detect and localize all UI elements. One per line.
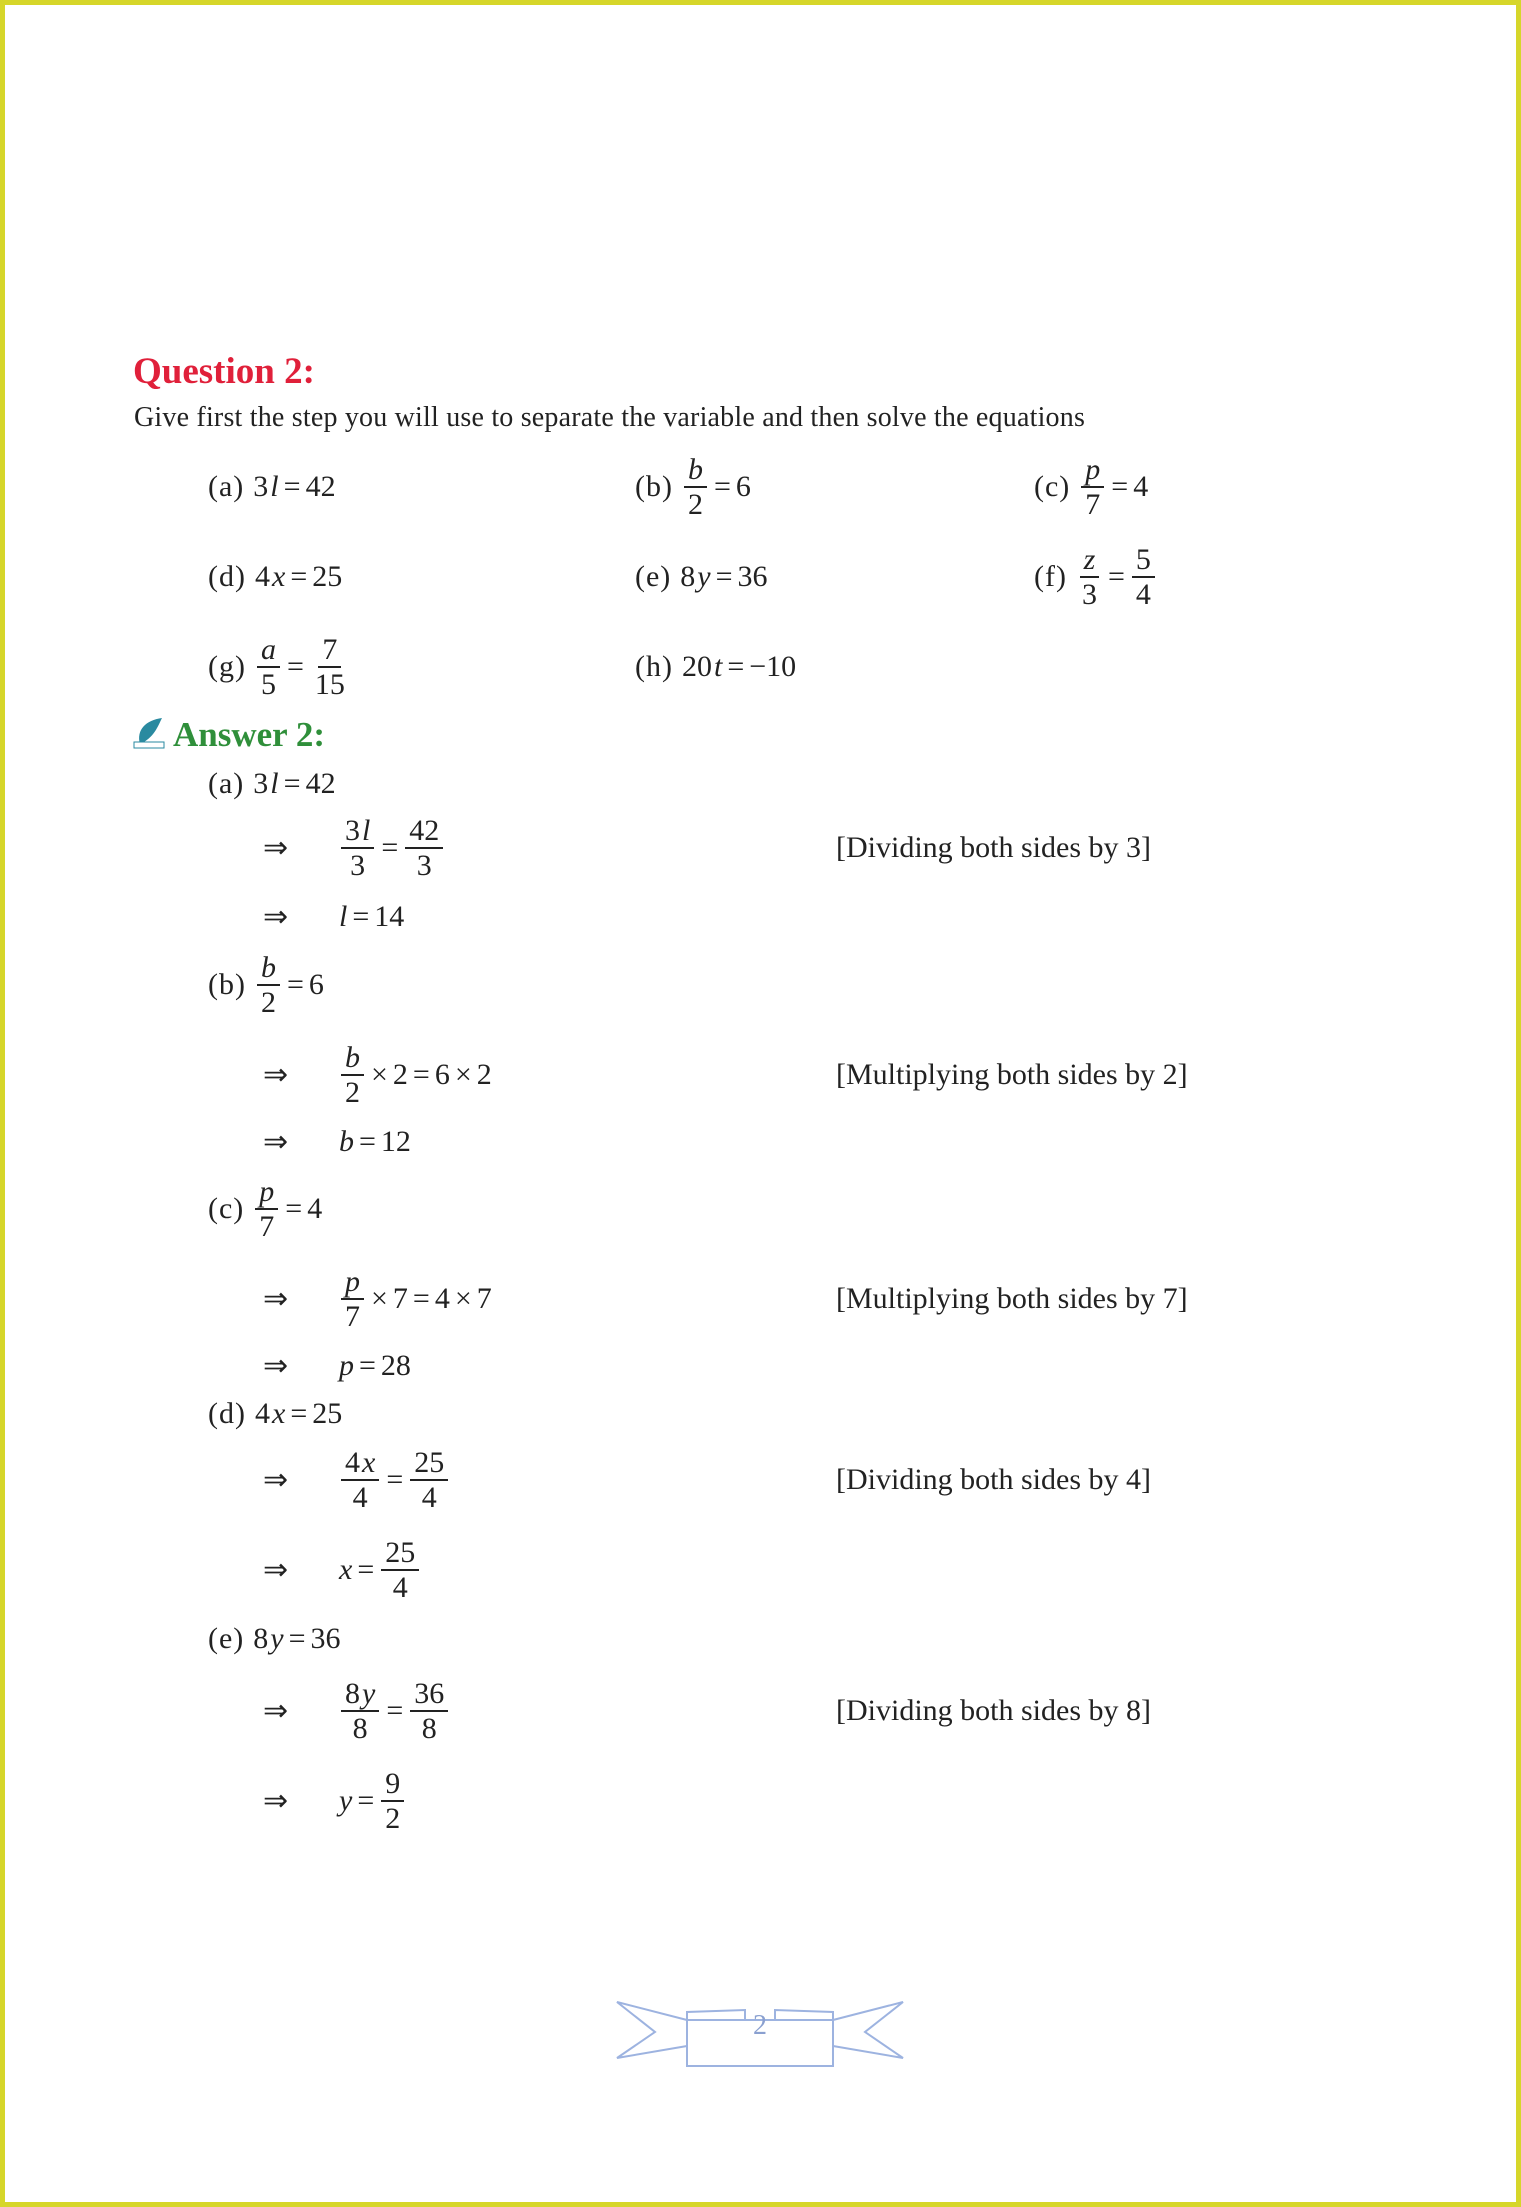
- answer-step: [338, 1349, 412, 1383]
- step-reason: [Dividing both sides by 3]: [836, 831, 1151, 864]
- answer-step: [338, 814, 446, 882]
- number: 42: [409, 814, 440, 847]
- answer-step: [338, 1677, 451, 1745]
- question-item: [208, 633, 352, 701]
- operator: =: [283, 470, 301, 503]
- number: 36: [414, 1677, 445, 1710]
- operator: =: [286, 650, 304, 683]
- number: 8: [253, 1622, 269, 1655]
- number: 4: [254, 1397, 270, 1430]
- numerator: [405, 814, 443, 849]
- variable: z: [1083, 543, 1096, 576]
- number: 25: [385, 1536, 416, 1569]
- answer-step: [338, 1767, 407, 1835]
- implies-arrow-icon: ⇒: [263, 1553, 289, 1587]
- denominator: [349, 1712, 372, 1745]
- number: 3: [350, 849, 366, 882]
- denominator: [381, 1802, 404, 1835]
- answer-step: [208, 1175, 323, 1243]
- operator: ×: [454, 1058, 472, 1091]
- item-label: (a): [208, 767, 245, 800]
- denominator: [1081, 488, 1104, 521]
- operator: =: [386, 1694, 404, 1727]
- answer-step: [208, 1622, 342, 1656]
- implies-arrow-icon: ⇒: [263, 1463, 289, 1497]
- operator: =: [286, 968, 304, 1001]
- number: 25: [414, 1446, 445, 1479]
- implies-arrow-icon: ⇒: [263, 831, 289, 865]
- numerator: [341, 1265, 364, 1300]
- fraction: [257, 951, 280, 1019]
- operator: =: [285, 1192, 303, 1225]
- numerator: [341, 1677, 379, 1712]
- numerator: [1080, 543, 1100, 578]
- numerator: [257, 951, 280, 986]
- variable: x: [271, 1397, 286, 1430]
- question-item: [635, 453, 752, 521]
- denominator: [311, 668, 349, 701]
- item-label: (d): [208, 560, 246, 593]
- numerator: [410, 1677, 448, 1712]
- numerator: [684, 453, 707, 488]
- operator: =: [1107, 560, 1125, 593]
- implies-arrow-icon: ⇒: [263, 1784, 289, 1818]
- question-item: [635, 650, 797, 684]
- operator: =: [283, 767, 301, 800]
- denominator: [418, 1481, 441, 1514]
- number: 4: [1135, 578, 1151, 611]
- operator: =: [357, 1553, 375, 1586]
- fraction: [410, 1446, 448, 1514]
- number: 3: [416, 849, 432, 882]
- fraction: [1132, 543, 1155, 611]
- numerator: [341, 1041, 364, 1076]
- operator: =: [713, 470, 731, 503]
- numerator: [318, 633, 341, 668]
- fraction: [341, 1041, 364, 1109]
- number: 7: [259, 1210, 275, 1243]
- fraction: [341, 1446, 379, 1514]
- variable: b: [260, 951, 276, 984]
- operator: =: [412, 1282, 430, 1315]
- number: 6: [434, 1058, 450, 1091]
- item-label: (b): [635, 470, 673, 503]
- answer-step: [338, 900, 405, 934]
- number: 2: [476, 1058, 492, 1091]
- variable: l: [270, 767, 279, 800]
- operator: =: [357, 1784, 375, 1817]
- operator: ×: [371, 1058, 388, 1091]
- number: 4: [352, 1481, 368, 1514]
- step-reason: [Dividing both sides by 4]: [836, 1463, 1151, 1496]
- operator: ×: [371, 1282, 388, 1315]
- number: 8: [352, 1712, 368, 1745]
- number: 4: [1133, 470, 1149, 503]
- operator: =: [352, 900, 370, 933]
- number: 14: [374, 900, 405, 933]
- variable: b: [687, 453, 703, 486]
- number: 7: [392, 1282, 408, 1315]
- logo-leaf-icon: [132, 716, 168, 750]
- fraction: [311, 633, 349, 701]
- fraction: [381, 1767, 404, 1835]
- numerator: [410, 1446, 448, 1481]
- variable: b: [345, 1041, 360, 1074]
- variable: x: [271, 560, 286, 593]
- answer-step: [338, 1446, 451, 1514]
- question-item: [635, 560, 769, 594]
- number: 8: [421, 1712, 437, 1745]
- number: 9: [385, 1767, 401, 1800]
- number: 4: [345, 1446, 360, 1479]
- denominator: [1132, 578, 1155, 611]
- number: 2: [345, 1076, 360, 1109]
- answer-title: Answer 2:: [173, 715, 325, 754]
- number: 4: [421, 1481, 437, 1514]
- variable: x: [339, 1553, 353, 1586]
- implies-arrow-icon: ⇒: [263, 1282, 289, 1316]
- numerator: [1132, 543, 1155, 578]
- number: 8: [680, 560, 696, 593]
- number: 2: [392, 1058, 408, 1091]
- number: 3: [253, 767, 269, 800]
- answer-step: [338, 1265, 493, 1333]
- fraction: [257, 633, 280, 701]
- number: 5: [1135, 543, 1151, 576]
- item-label: (c): [1034, 470, 1071, 503]
- question-item: [1034, 453, 1149, 521]
- implies-arrow-icon: ⇒: [263, 1349, 289, 1383]
- denominator: [349, 1481, 372, 1514]
- number: 4: [434, 1282, 450, 1315]
- step-reason: [Dividing both sides by 8]: [836, 1694, 1151, 1727]
- number: 42: [305, 470, 336, 503]
- question-text: Give first the step you will use to separate the variable and then solve the equations: [134, 402, 1086, 433]
- question-item: [208, 470, 337, 504]
- answer-step: [208, 1397, 343, 1431]
- variable: y: [697, 560, 711, 593]
- number: 15: [314, 668, 345, 701]
- item-label: (e): [635, 560, 672, 593]
- number: 3: [1081, 578, 1097, 611]
- operator: =: [727, 650, 745, 683]
- operator: =: [290, 560, 308, 593]
- operator: =: [359, 1349, 376, 1382]
- implies-arrow-icon: ⇒: [263, 1125, 289, 1159]
- numerator: [1081, 453, 1104, 488]
- numerator: [341, 814, 374, 849]
- number: 8: [345, 1677, 360, 1710]
- operator: =: [290, 1397, 308, 1430]
- variable: b: [339, 1125, 354, 1158]
- numerator: [341, 1446, 379, 1481]
- denominator: [1078, 578, 1101, 611]
- answer-step: [338, 1536, 422, 1604]
- item-label: (h): [635, 650, 673, 683]
- number: 3: [253, 470, 269, 503]
- operator: =: [412, 1058, 430, 1091]
- item-label: (f): [1034, 560, 1067, 593]
- fraction: [1078, 543, 1101, 611]
- step-reason: [Multiplying both sides by 7]: [836, 1282, 1188, 1315]
- numerator: [257, 633, 280, 668]
- operator: =: [288, 1622, 306, 1655]
- variable: l: [362, 814, 371, 847]
- operator: =: [386, 1463, 404, 1496]
- denominator: [418, 1712, 441, 1745]
- fraction: [1081, 453, 1104, 521]
- fraction: [341, 814, 374, 882]
- answer-step: [338, 1041, 493, 1109]
- item-label: (e): [208, 1622, 245, 1655]
- answer-step: [338, 1125, 412, 1159]
- variable: a: [260, 633, 276, 666]
- fraction: [684, 453, 707, 521]
- page-number: 2: [753, 2010, 767, 2041]
- implies-arrow-icon: ⇒: [263, 1058, 289, 1092]
- number: 7: [476, 1282, 492, 1315]
- variable: p: [259, 1175, 275, 1208]
- variable: l: [339, 900, 348, 933]
- denominator: [255, 1210, 278, 1243]
- question-item: [1034, 543, 1158, 611]
- answer-step: [208, 767, 337, 801]
- variable: y: [270, 1622, 284, 1655]
- number: 2: [260, 986, 276, 1019]
- number: 25: [312, 1397, 343, 1430]
- numerator: [381, 1767, 404, 1802]
- question-title: Question 2:: [133, 351, 315, 392]
- denominator: [341, 1076, 364, 1109]
- variable: p: [345, 1265, 360, 1298]
- number: 20: [681, 650, 712, 683]
- operator: =: [359, 1125, 376, 1158]
- variable: y: [339, 1784, 353, 1817]
- variable: l: [270, 470, 279, 503]
- fraction: [381, 1536, 419, 1604]
- number: 25: [312, 560, 343, 593]
- number: 2: [687, 488, 703, 521]
- operator: =: [715, 560, 733, 593]
- item-label: (d): [208, 1397, 246, 1430]
- fraction: [405, 814, 443, 882]
- item-label: (g): [208, 650, 246, 683]
- number: 4: [254, 560, 270, 593]
- operator: =: [381, 831, 399, 864]
- numerator: [255, 1175, 278, 1210]
- number: −10: [749, 650, 797, 683]
- implies-arrow-icon: ⇒: [263, 1694, 289, 1728]
- operator: ×: [454, 1282, 472, 1315]
- item-label: (a): [208, 470, 245, 503]
- variable: t: [713, 650, 723, 683]
- variable: y: [362, 1677, 376, 1710]
- implies-arrow-icon: ⇒: [263, 900, 289, 934]
- number: 7: [1085, 488, 1101, 521]
- number: 36: [737, 560, 768, 593]
- number: 6: [735, 470, 751, 503]
- fraction: [410, 1677, 448, 1745]
- item-label: (b): [208, 968, 246, 1001]
- number: 4: [392, 1571, 408, 1604]
- denominator: [257, 668, 280, 701]
- number: 7: [322, 633, 338, 666]
- number: 6: [308, 968, 324, 1001]
- denominator: [389, 1571, 412, 1604]
- variable: p: [1085, 453, 1101, 486]
- number: 7: [345, 1300, 360, 1333]
- variable: x: [362, 1446, 376, 1479]
- number: 12: [380, 1125, 411, 1158]
- fraction: [255, 1175, 278, 1243]
- variable: p: [339, 1349, 354, 1382]
- question-item: [208, 560, 343, 594]
- number: 4: [307, 1192, 323, 1225]
- number: 3: [345, 814, 360, 847]
- number: 5: [260, 668, 276, 701]
- numerator: [381, 1536, 419, 1571]
- denominator: [257, 986, 280, 1019]
- number: 36: [310, 1622, 341, 1655]
- answer-step: [208, 951, 325, 1019]
- number: 42: [305, 767, 336, 800]
- fraction: [341, 1265, 364, 1333]
- operator: =: [1111, 470, 1129, 503]
- denominator: [413, 849, 436, 882]
- fraction: [341, 1677, 379, 1745]
- item-label: (c): [208, 1192, 245, 1225]
- denominator: [346, 849, 369, 882]
- denominator: [341, 1300, 364, 1333]
- step-reason: [Multiplying both sides by 2]: [836, 1058, 1188, 1091]
- number: 28: [380, 1349, 411, 1382]
- number: 2: [385, 1802, 401, 1835]
- denominator: [684, 488, 707, 521]
